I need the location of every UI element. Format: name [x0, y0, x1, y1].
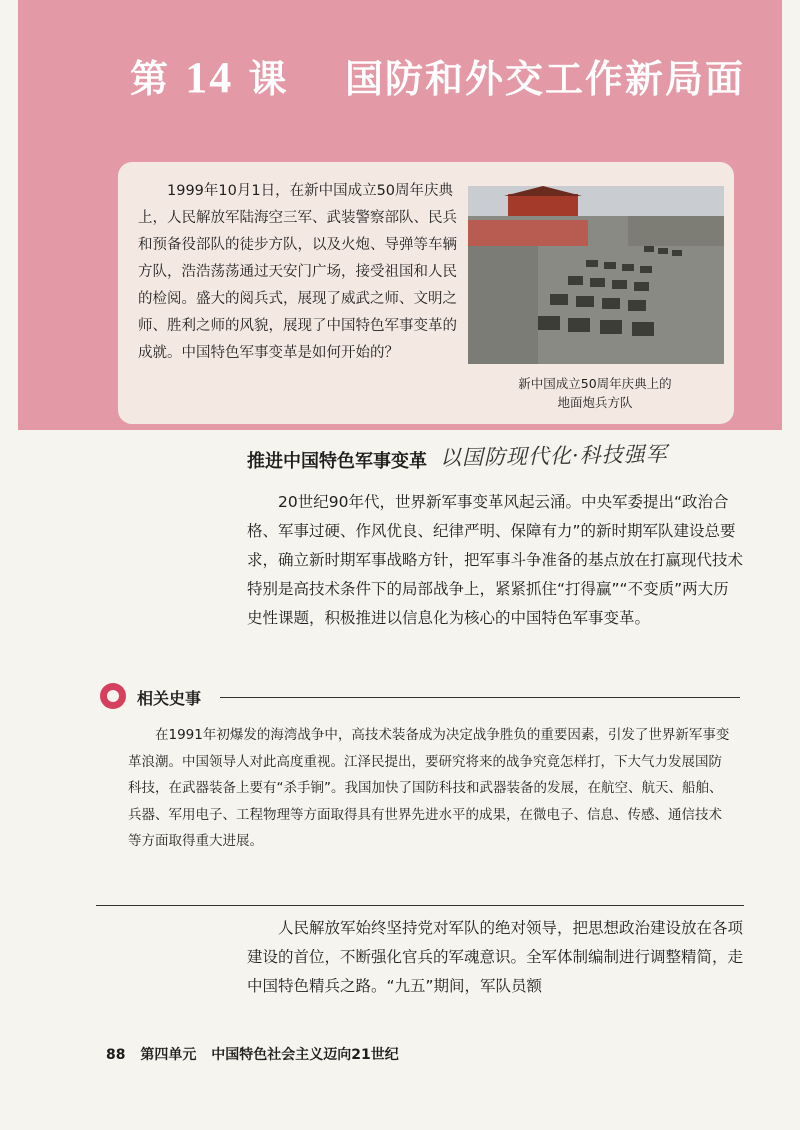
handwritten-note: 以国防现代化·科技强军 — [439, 442, 668, 470]
photo-caption — [490, 374, 700, 412]
intro-text: 1999年10月1日，在新中国成立50周年庆典上，人民解放军陆海空三军、武装警察部队、民兵和预备役部队的徒步方队，以及火炮、导弹等车辆方队，浩浩荡荡通过天安门广场，接受祖国和人民的检阅。盛大的阅兵式，展现了威武之师、文明之师、胜利之师的风貌，展现了中国特色军事变革的成就。中国特色军事变革是如何开始的？ — [138, 183, 457, 361]
related-history-title: 相关史事 — [137, 689, 202, 708]
unit-title: 中国特色社会主义迈向21世纪 — [211, 1047, 399, 1063]
related-history-text: 在1991年初爆发的海湾战争中，高技术装备成为决定战争胜负的重要因素，引发了世界新军事变革浪潮。中国领导人对此高度重视。江泽民提出，要研究将来的战争究竟怎样打，下大气力发展国防科技，在武器装备上要有“杀手锏”。我国加快了国防科技和武器装备的发展，在航空、航天、船舶、兵器、军用电子、工程物理等方面取得具有世界先进水平的成果，在微电子、信息、传感、通信技术等方面取得重大进展。 — [128, 727, 730, 849]
lesson-title — [130, 48, 745, 103]
parade-photo — [468, 186, 724, 364]
page-number: 88 — [106, 1047, 126, 1063]
section-heading: 推进中国特色军事变革 — [247, 451, 427, 472]
caption-line-2: 地面炮兵方队 — [557, 395, 633, 410]
divider-top — [220, 697, 740, 698]
section-paragraph: 20世纪90年代，世界新军事变革风起云涌。中央军委提出“政治合格、军事过硬、作风优良、纪律严明、保障有力”的新时期军队建设总要求，确立新时期军事战略方针，把军事斗争准备的基点放在打赢现代技术特别是高技术条件下的局部战争上，紧紧抓住“打得赢”“不变质”两大历史性课题，积极推进以信息化为核心的中国特色军事变革。 — [247, 493, 744, 627]
divider-bottom — [96, 905, 744, 906]
related-history-icon — [100, 683, 126, 709]
body-paragraph-2: 人民解放军始终坚持党对军队的绝对领导，把思想政治建设放在各项建设的首位，不断强化官兵的军魂意识。全军体制编制进行调整精简，走中国特色精兵之路。“九五”期间，军队员额 — [247, 919, 744, 995]
page-footer — [106, 1044, 409, 1064]
lesson-suffix: 课 — [248, 56, 289, 101]
lesson-label: 第 — [130, 56, 171, 101]
unit-label: 第四单元 — [140, 1047, 197, 1063]
caption-line-1: 新中国成立50周年庆典上的 — [518, 376, 672, 391]
lesson-number: 14 — [185, 53, 234, 102]
lesson-heading: 国防和外交工作新局面 — [344, 56, 745, 101]
